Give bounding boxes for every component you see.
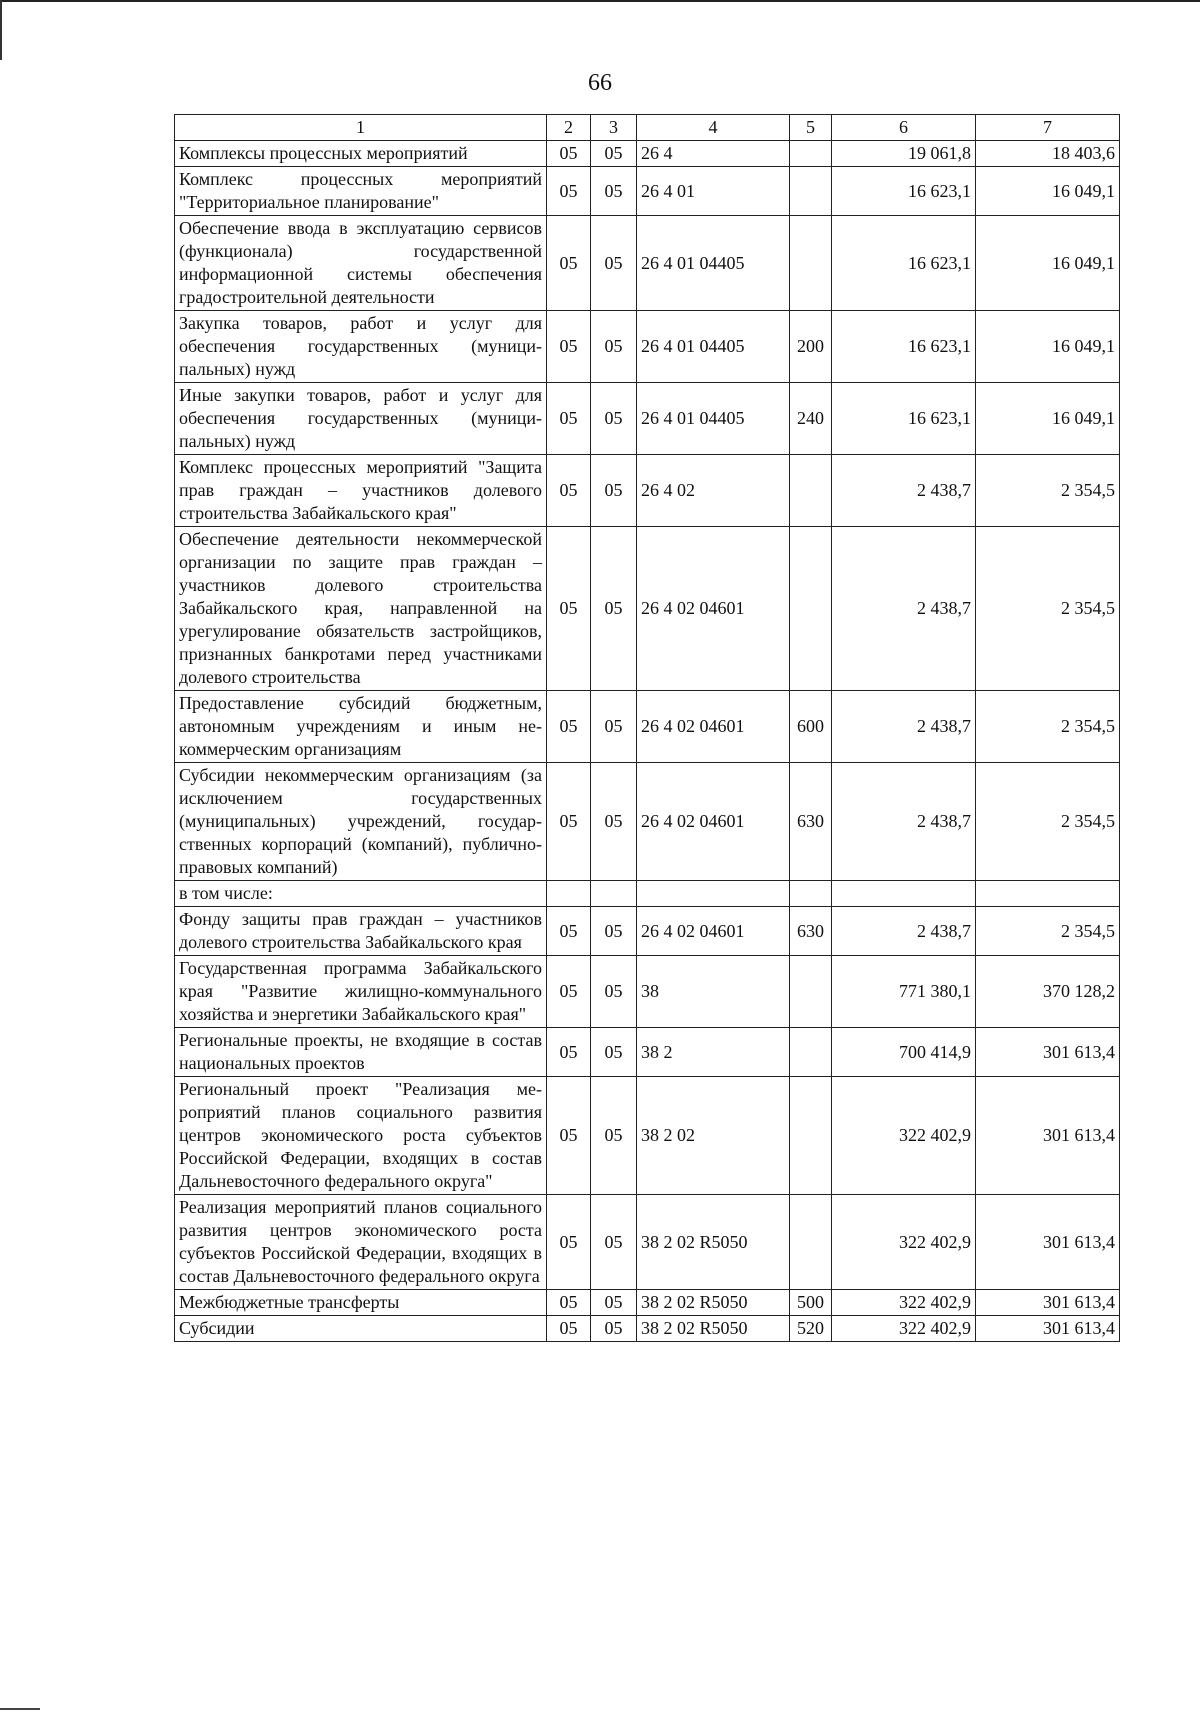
row-section-cell [547,881,591,907]
row-amount-1-cell: 322 402,9 [832,1077,976,1195]
row-name-cell: Комплексы процессных мероприятий [175,141,547,167]
row-name-cell: Предоставление субсидий бюджетным, автономным учреждениям и иным некоммерческим организациям [175,691,547,763]
table-row [175,216,1120,311]
row-section-cell: 05 [547,1195,591,1290]
row-name-cell: Фонду защиты прав граждан – участников долевого строительства Забайкальского края [175,907,547,956]
table-row [175,956,1120,1028]
table-row [175,763,1120,881]
row-subsection-cell: 05 [591,1195,637,1290]
row-expense-type-cell: 520 [790,1316,832,1342]
row-expense-type-cell: 200 [790,311,832,383]
row-amount-2-cell: 16 049,1 [976,311,1120,383]
scan-bottom-mark [0,1708,40,1710]
row-name-cell: Субсидии некоммерческим организациям (за исключением государственных (муниципальных) учреждений, государственных корпораций (компаний), публично-правовых компаний) [175,763,547,881]
row-name-cell: Реализация мероприятий планов социального развития центров экономического роста субъектов Российской Федерации, входящих в состав Дальневосточного федерального округа [175,1195,547,1290]
row-expense-type-cell [790,455,832,527]
row-target-code-cell: 26 4 01 04405 [637,311,790,383]
row-target-code-cell: 38 2 02 [637,1077,790,1195]
row-section-cell: 05 [547,1290,591,1316]
table-row [175,907,1120,956]
header-cell: 6 [832,115,976,141]
header-cell: 1 [175,115,547,141]
scan-top-edge [0,0,1200,2]
header-cell: 2 [547,115,591,141]
row-target-code-cell: 38 2 02 R5050 [637,1316,790,1342]
row-subsection-cell: 05 [591,1028,637,1077]
header-cell: 4 [637,115,790,141]
row-name-cell: Закупка товаров, работ и услуг для обеспечения государственных (муниципальных) нужд [175,311,547,383]
row-amount-2-cell: 2 354,5 [976,763,1120,881]
row-name-cell: Комплекс процессных мероприятий "Территориальное планирование" [175,167,547,216]
row-subsection-cell: 05 [591,383,637,455]
row-subsection-cell: 05 [591,1290,637,1316]
header-cell: 5 [790,115,832,141]
row-amount-1-cell: 2 438,7 [832,527,976,691]
row-expense-type-cell: 500 [790,1290,832,1316]
row-amount-1-cell: 16 623,1 [832,167,976,216]
row-amount-1-cell: 322 402,9 [832,1316,976,1342]
row-target-code-cell: 38 2 [637,1028,790,1077]
row-expense-type-cell: 630 [790,907,832,956]
table-row [175,1077,1120,1195]
budget-table [174,114,1120,1342]
row-expense-type-cell [790,1077,832,1195]
row-name-cell: Комплекс процессных мероприятий "Защита прав граждан – участников долевого строительства Забайкальского края" [175,455,547,527]
header-cell: 3 [591,115,637,141]
row-amount-2-cell: 301 613,4 [976,1028,1120,1077]
row-amount-1-cell: 16 623,1 [832,216,976,311]
row-expense-type-cell: 240 [790,383,832,455]
row-name-cell: Обеспечение ввода в эксплуатацию сервисов (функционала) государственной информационной системы обеспечения градостроительной деятельности [175,216,547,311]
row-expense-type-cell [790,1195,832,1290]
row-expense-type-cell [790,1028,832,1077]
table-body [175,141,1120,1342]
row-subsection-cell: 05 [591,311,637,383]
row-target-code-cell: 38 [637,956,790,1028]
row-subsection-cell: 05 [591,907,637,956]
row-name-cell: Межбюджетные трансферты [175,1290,547,1316]
row-subsection-cell: 05 [591,141,637,167]
row-section-cell: 05 [547,383,591,455]
table-row [175,691,1120,763]
row-subsection-cell: 05 [591,216,637,311]
row-amount-2-cell: 2 354,5 [976,527,1120,691]
row-amount-1-cell: 771 380,1 [832,956,976,1028]
row-amount-1-cell [832,881,976,907]
table-row [175,527,1120,691]
row-amount-2-cell: 301 613,4 [976,1290,1120,1316]
row-section-cell: 05 [547,311,591,383]
row-expense-type-cell [790,141,832,167]
table-row [175,1195,1120,1290]
table-header-row [175,115,1120,141]
row-name-cell: в том числе: [175,881,547,907]
row-expense-type-cell [790,167,832,216]
row-subsection-cell [591,881,637,907]
table-row [175,455,1120,527]
row-amount-2-cell: 301 613,4 [976,1316,1120,1342]
row-expense-type-cell [790,956,832,1028]
row-subsection-cell: 05 [591,527,637,691]
row-amount-1-cell: 322 402,9 [832,1290,976,1316]
scan-left-edge [0,0,2,60]
row-target-code-cell: 26 4 02 04601 [637,907,790,956]
row-subsection-cell: 05 [591,763,637,881]
row-amount-1-cell: 19 061,8 [832,141,976,167]
row-amount-1-cell: 2 438,7 [832,907,976,956]
row-target-code-cell: 26 4 01 [637,167,790,216]
row-amount-2-cell: 16 049,1 [976,383,1120,455]
table-row [175,881,1120,907]
row-target-code-cell: 38 2 02 R5050 [637,1195,790,1290]
row-amount-2-cell: 301 613,4 [976,1195,1120,1290]
row-amount-2-cell: 2 354,5 [976,907,1120,956]
table-row [175,167,1120,216]
row-expense-type-cell [790,527,832,691]
row-target-code-cell: 38 2 02 R5050 [637,1290,790,1316]
row-subsection-cell: 05 [591,1316,637,1342]
header-cell: 7 [976,115,1120,141]
table-row [175,1290,1120,1316]
row-amount-2-cell: 16 049,1 [976,167,1120,216]
row-target-code-cell: 26 4 01 04405 [637,383,790,455]
row-section-cell: 05 [547,216,591,311]
row-amount-2-cell: 16 049,1 [976,216,1120,311]
row-subsection-cell: 05 [591,1077,637,1195]
row-subsection-cell: 05 [591,691,637,763]
row-expense-type-cell [790,216,832,311]
row-target-code-cell: 26 4 02 04601 [637,527,790,691]
row-section-cell: 05 [547,691,591,763]
table-row [175,311,1120,383]
row-name-cell: Субсидии [175,1316,547,1342]
row-section-cell: 05 [547,1077,591,1195]
row-subsection-cell: 05 [591,167,637,216]
row-amount-2-cell: 2 354,5 [976,455,1120,527]
row-subsection-cell: 05 [591,956,637,1028]
row-name-cell: Государственная программа Забайкальского края "Развитие жилищно-коммунального хозяйства и энергетики Забайкальского края" [175,956,547,1028]
row-target-code-cell: 26 4 02 04601 [637,763,790,881]
row-section-cell: 05 [547,527,591,691]
row-amount-1-cell: 2 438,7 [832,691,976,763]
row-section-cell: 05 [547,956,591,1028]
row-amount-1-cell: 16 623,1 [832,311,976,383]
row-target-code-cell: 26 4 02 [637,455,790,527]
row-target-code-cell: 26 4 02 04601 [637,691,790,763]
row-section-cell: 05 [547,763,591,881]
row-expense-type-cell: 630 [790,763,832,881]
row-target-code-cell [637,881,790,907]
row-expense-type-cell: 600 [790,691,832,763]
row-amount-1-cell: 2 438,7 [832,763,976,881]
row-name-cell: Региональные проекты, не входящие в состав национальных проектов [175,1028,547,1077]
row-section-cell: 05 [547,1316,591,1342]
row-amount-1-cell: 2 438,7 [832,455,976,527]
row-amount-2-cell: 18 403,6 [976,141,1120,167]
table-row [175,1316,1120,1342]
page-number: 66 [588,70,612,96]
row-subsection-cell: 05 [591,455,637,527]
row-amount-1-cell: 16 623,1 [832,383,976,455]
row-amount-2-cell: 370 128,2 [976,956,1120,1028]
row-amount-1-cell: 700 414,9 [832,1028,976,1077]
table-row [175,1028,1120,1077]
row-name-cell: Иные закупки товаров, работ и услуг для обеспечения государственных (муниципальных) нужд [175,383,547,455]
row-section-cell: 05 [547,907,591,956]
row-section-cell: 05 [547,167,591,216]
row-target-code-cell: 26 4 [637,141,790,167]
row-target-code-cell: 26 4 01 04405 [637,216,790,311]
row-amount-2-cell [976,881,1120,907]
row-name-cell: Региональный проект "Реализация мероприятий планов социального развития центров экономического роста субъектов Российской Федерации, входящих в состав Дальневосточного федерального округа" [175,1077,547,1195]
row-amount-2-cell: 2 354,5 [976,691,1120,763]
row-section-cell: 05 [547,455,591,527]
table-row [175,383,1120,455]
row-amount-2-cell: 301 613,4 [976,1077,1120,1195]
row-name-cell: Обеспечение деятельности некоммерческой организации по защите прав граждан – участников долевого строительства Забайкальского края, направленной на урегулирование обязательств застройщиков, признанных банкротами перед участниками долевого строительства [175,527,547,691]
table-row [175,141,1120,167]
row-expense-type-cell [790,881,832,907]
row-section-cell: 05 [547,1028,591,1077]
row-section-cell: 05 [547,141,591,167]
row-amount-1-cell: 322 402,9 [832,1195,976,1290]
